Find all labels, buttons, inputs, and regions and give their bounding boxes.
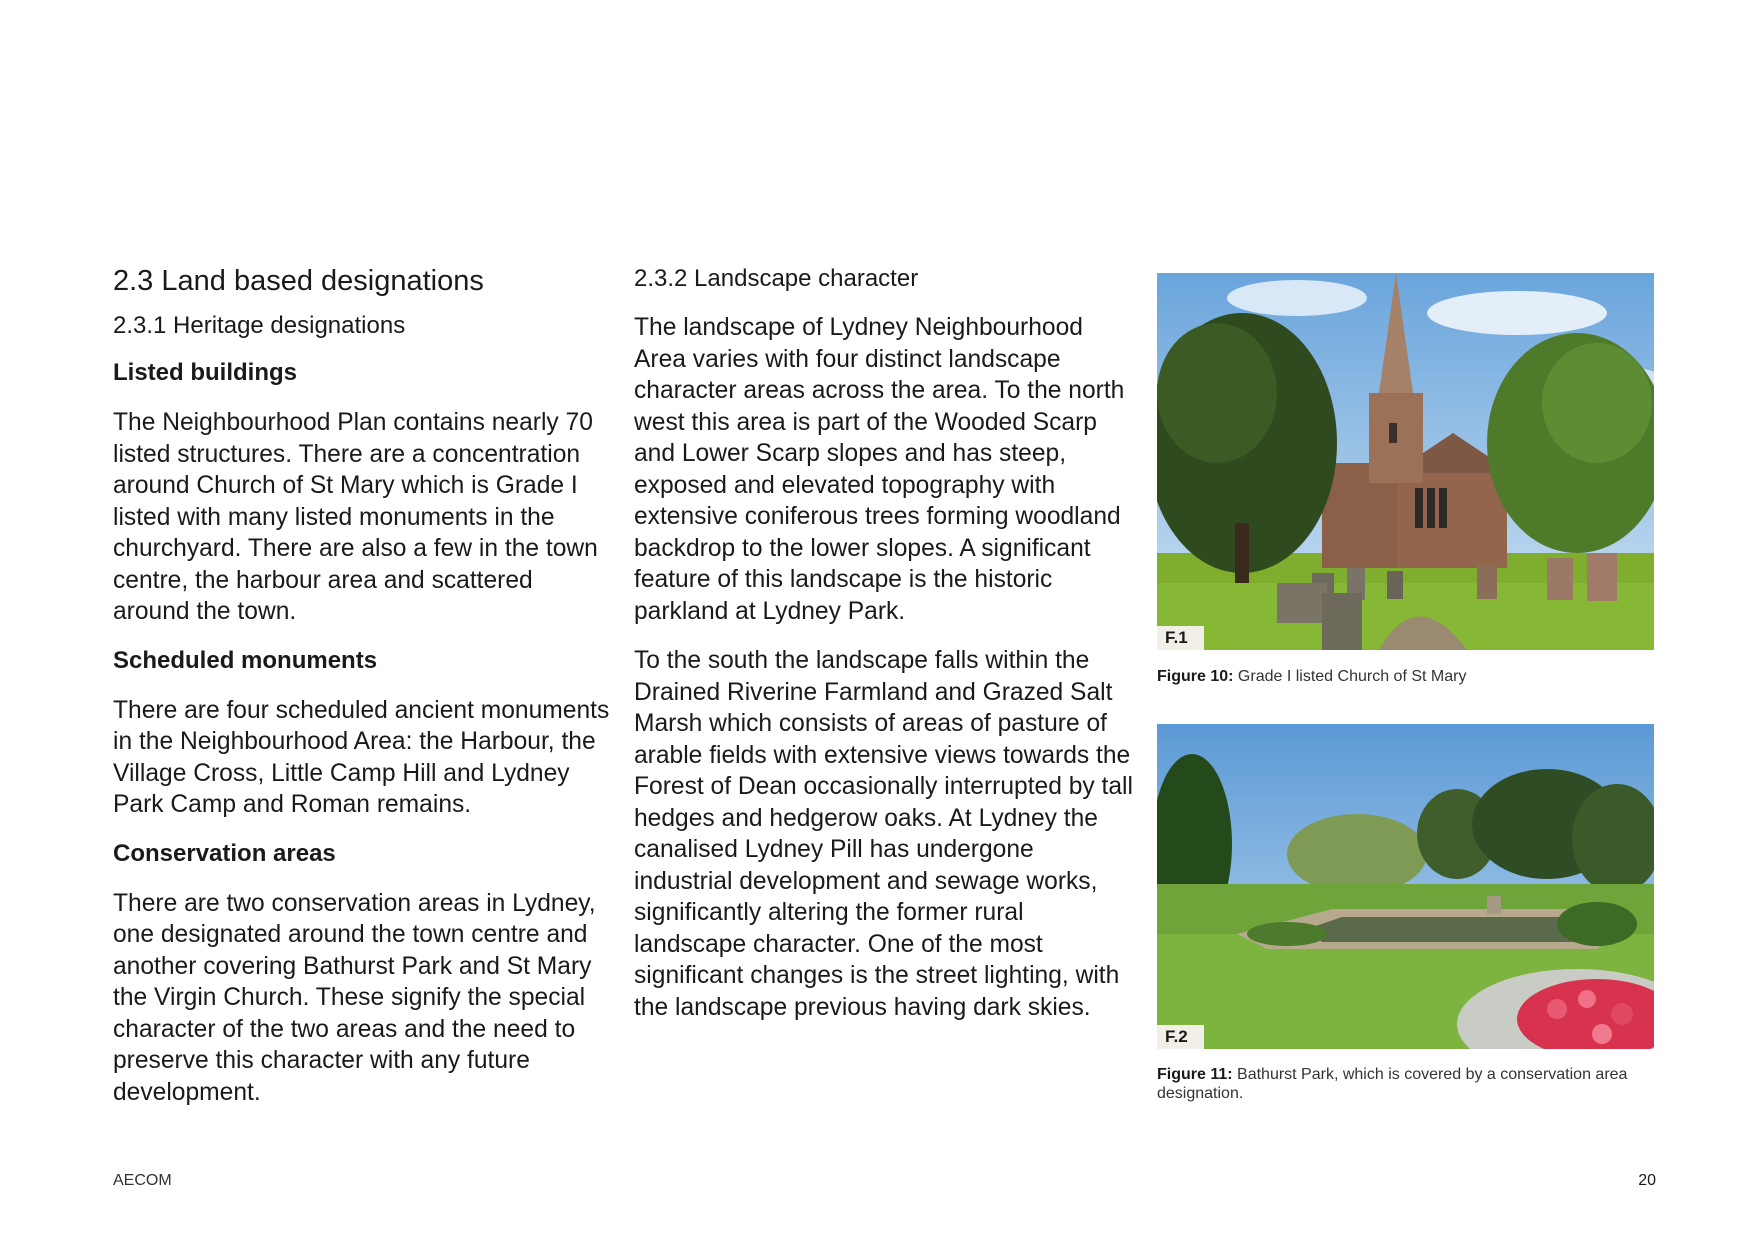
paragraph-landscape-1: The landscape of Lydney Neighbourhood Area varies with four distinct landscape character areas across the area. To the north west this area is part of the Wooded Scarp and Lower Scarp slopes and has steep, exposed and elevated topography with extensive coniferous trees forming woodland backdrop to the lower slopes. A significant feature of this landscape is the historic parkland at Lydney Park. (634, 314, 1125, 625)
paragraph-conservation-areas: There are two conservation areas in Lydney, one designated around the town centre and another covering Bathurst Park and St Mary the Virgin Church. These signify the special character of the two areas and the need to preserve this character with any future development. (113, 889, 596, 1106)
caption-text: Grade I listed Church of St Mary (1233, 668, 1467, 685)
subsection-title-landscape: 2.3.2 Landscape character (634, 265, 919, 292)
park-photo (1157, 724, 1654, 1049)
heading-listed-buildings: Listed buildings (113, 359, 297, 386)
church-photo (1157, 273, 1654, 650)
church-image (1157, 273, 1654, 650)
figure-10-caption (1157, 667, 1654, 686)
footer-brand: AECOM (113, 1172, 172, 1189)
left-column (113, 264, 611, 1126)
paragraph-landscape-2: To the south the landscape falls within the Drained Riverine Farmland and Grazed Salt Marsh which consists of areas of pasture of arable fields with extensive views towards the Forest of Dean occasionally interrupted by tall hedges and hedgerow oaks. At Lydney the canalised Lydney Pill has undergone industrial development and sewage works, significantly altering the former rural landscape character. One of the most significant changes is the street lighting, with the landscape previous having dark skies. (634, 647, 1133, 1021)
caption-text: Bathurst Park, which is covered by a conservation area designation. (1157, 1066, 1628, 1102)
middle-column (634, 264, 1134, 1041)
figures-column (1157, 273, 1654, 1103)
figure-11-caption (1157, 1065, 1654, 1103)
caption-label: Figure 10: (1157, 668, 1234, 685)
section-title: 2.3 Land based designations (113, 265, 484, 297)
figure-park (1157, 724, 1654, 1103)
subsection-title-heritage: 2.3.1 Heritage designations (113, 312, 406, 339)
figure-tag-f2: F.2 (1157, 1025, 1204, 1049)
caption-label: Figure 11: (1157, 1066, 1233, 1083)
figure-tag-f1: F.1 (1157, 626, 1204, 650)
page-number: 20 (1638, 1172, 1656, 1189)
paragraph-scheduled-monuments: There are four scheduled ancient monuments in the Neighbourhood Area: the Harbour, the Village Cross, Little Camp Hill and Lydney Park Camp and Roman remains. (113, 696, 610, 818)
heading-conservation-areas: Conservation areas (113, 839, 336, 867)
figure-church (1157, 273, 1654, 686)
heading-scheduled-monuments: Scheduled monuments (113, 646, 378, 674)
paragraph-listed-buildings: The Neighbourhood Plan contains nearly 70 listed structures. There are a concentration around Church of St Mary which is Grade I listed with many listed monuments in the churchyard. There are also a few in the town centre, the harbour area and scattered around the town. (113, 409, 598, 625)
park-image (1157, 724, 1654, 1049)
